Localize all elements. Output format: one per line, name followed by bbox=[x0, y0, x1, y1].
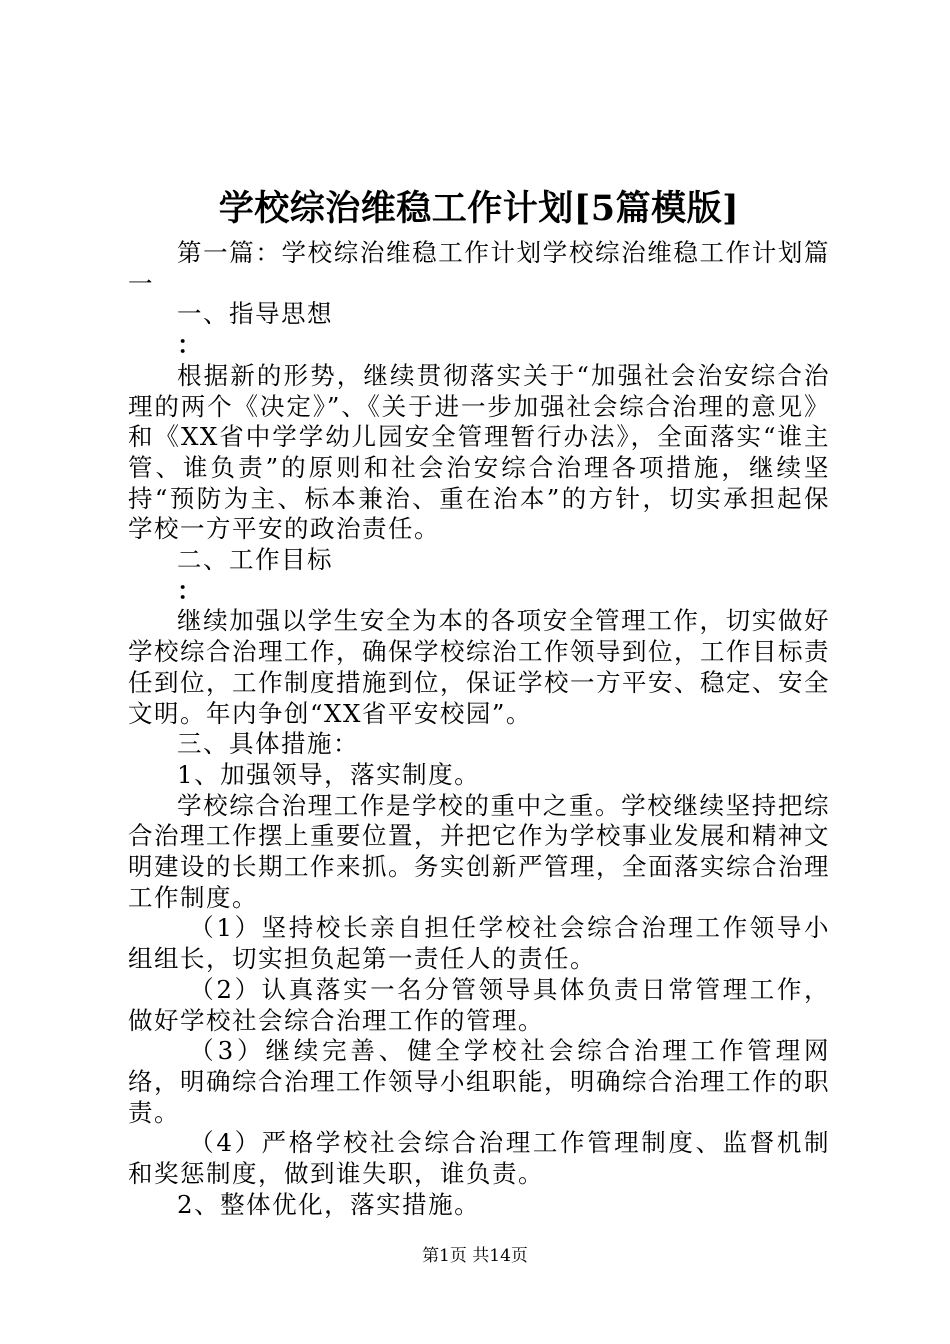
paragraph: 根据新的形势，继续贯彻落实关于“加强社会治安综合治理的两个《决定》”、《关于进一步加强社会综合治理的意见》和《XX省中学学幼儿园安全管理暂行办法》，全面落实“谁主管、谁负责”的原则和社会治安综合治理各项措施，继续坚持“预防为主、标本兼治、重在治本”的方针，切实承担起保学校一方平安的政治责任。 bbox=[128, 360, 830, 544]
paragraph: 三、具体措施： bbox=[177, 729, 359, 759]
heading-colon: ： bbox=[177, 330, 203, 360]
paragraph: 一、指导思想 bbox=[177, 299, 333, 329]
paragraph: 1、加强领导，落实制度。 bbox=[177, 759, 481, 789]
heading-colon: ： bbox=[177, 575, 203, 605]
document-page bbox=[128, 184, 830, 1221]
paragraph: 2、整体优化，落实措施。 bbox=[177, 1189, 481, 1219]
paragraph: 第一篇：学校综治维稳工作计划学校综治维稳工作计划篇一 bbox=[128, 238, 830, 298]
list-item: （4）严格学校社会综合治理工作管理制度、监督机制和奖惩制度，做到谁失职，谁负责。 bbox=[128, 1128, 830, 1189]
document-body bbox=[128, 238, 830, 1221]
paragraph: 继续加强以学生安全为本的各项安全管理工作，切实做好学校综合治理工作，确保学校综治工作领导到位，工作目标责任到位，工作制度措施到位，保证学校一方平安、稳定、安全文明。年内争创“XX省平安校园”。 bbox=[128, 606, 830, 728]
list-item: （3）继续完善、健全学校社会综合治理工作管理网络，明确综合治理工作领导小组职能，明确综合治理工作的职责。 bbox=[128, 1036, 830, 1127]
paragraph: 二、工作目标 bbox=[177, 545, 333, 575]
list-item: （1）坚持校长亲自担任学校社会综合治理工作领导小组组长，切实担负起第一责任人的责任。 bbox=[128, 913, 830, 974]
page-footer: 第1页 共14页 bbox=[422, 1246, 528, 1266]
list-item: （2）认真落实一名分管领导具体负责日常管理工作，做好学校社会综合治理工作的管理。 bbox=[128, 974, 830, 1035]
document-title: 学校综治维稳工作计划[5篇模版] bbox=[218, 188, 740, 229]
paragraph: 学校综合治理工作是学校的重中之重。学校继续坚持把综合治理工作摆上重要位置，并把它作为学校事业发展和精神文明建设的长期工作来抓。务实创新严管理，全面落实综合治理工作制度。 bbox=[128, 790, 830, 912]
